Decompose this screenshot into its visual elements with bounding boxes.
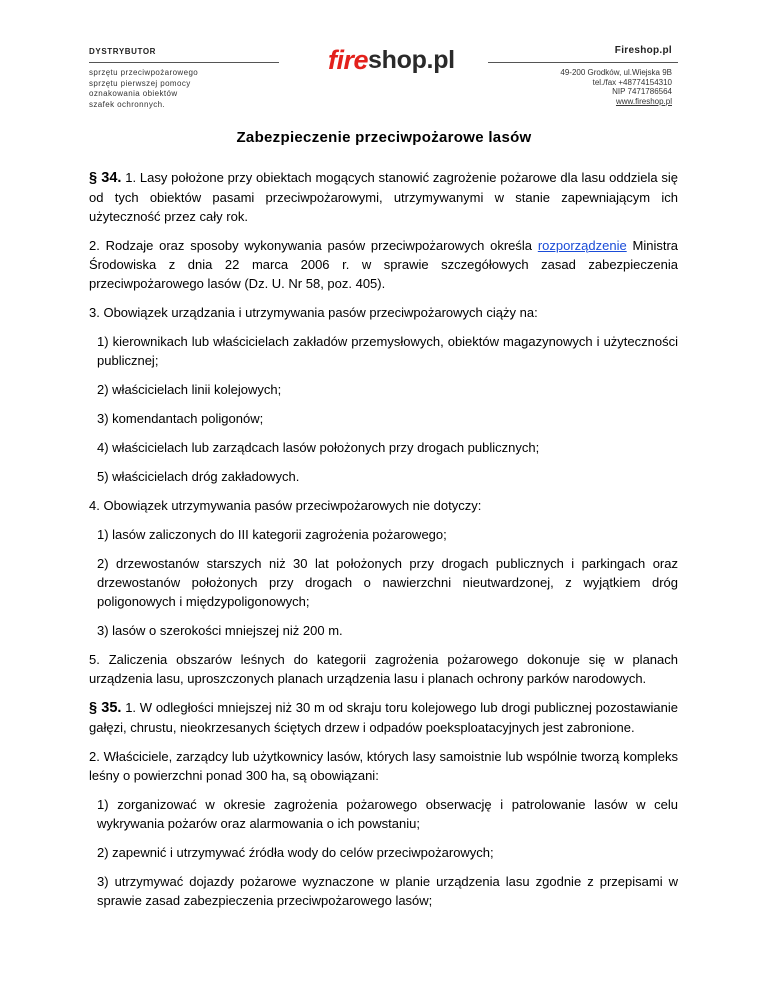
company-contact — [560, 68, 672, 106]
document-body — [89, 168, 678, 920]
company-website-link[interactable]: www.fireshop.pl — [615, 96, 672, 106]
regulation-link[interactable]: rozporządzenie — [537, 238, 627, 253]
distributor-list — [89, 68, 198, 110]
list-item: 3) utrzymywać dojazdy pożarowe wyznaczone w planie urządzenia lasu zgodnie z przepisami w sprawie zasad zabezpieczenia przeciwpożarowego lasów; — [97, 874, 678, 908]
fireshop-logo — [328, 42, 455, 78]
list-item: 4) właścicielach lub zarządcach lasów położonych przy drogach publicznych; — [97, 440, 540, 455]
paragraph-s34-1: § 34. 1. Lasy położone przy obiektach mogących stanowić zagrożenie pożarowe dla lasu oddziela się od tych obiektów pasami przeciwpożarowymi, utrzymywanymi w stanie zapewniającym ich użyteczność przez cały rok. — [89, 170, 679, 224]
header-divider-right — [488, 62, 678, 63]
section-label: § 34. — [89, 170, 122, 186]
paragraph-s35-2: 2. Właściciele, zarządcy lub użytkownicy lasów, których lasy samoistnie lub wspólnie tworzą kompleks leśny o powierzchni ponad 300 ha, są obowiązani: — [89, 749, 678, 783]
list-item: 3) komendantach poligonów; — [97, 411, 264, 426]
list-item: 1) kierownikach lub właścicielach zakładów przemysłowych, obiektów magazynowych i użyteczności publicznej; — [97, 334, 678, 368]
distributor-line: oznakowania obiektów — [89, 89, 178, 98]
logo-shop: shop.pl — [368, 45, 455, 74]
company-name: Fireshop.pl — [614, 45, 672, 56]
paragraph-s34-5: 5. Zaliczenia obszarów leśnych do kategorii zagrożenia pożarowego dokonuje się w planach urządzenia lasu, uproszczonych planach urządzenia lasu i planach ochrony parków narodowych. — [89, 652, 678, 686]
list-item: 5) właścicielach dróg zakładowych. — [97, 469, 300, 484]
document-title: Zabezpieczenie przeciwpożarowe lasów — [236, 129, 532, 146]
list-item: 2) drzewostanów starszych niż 30 lat położonych przy drogach publicznych i parkingach oraz drzewostanów położonych przy drogach o nawierzchni nieutwardzonej, z wyjątkiem dróg poligonowych i międzypoligonowych; — [97, 556, 678, 609]
list-item: 3) lasów o szerokości mniejszej niż 200 m. — [97, 623, 343, 638]
company-phone: tel./fax +48774154310 — [592, 77, 672, 87]
paragraph-s34-2: 2. Rodzaje oraz sposoby wykonywania pasów przeciwpożarowych określa rozporządzenie Ministra Środowiska z dnia 22 marca 2006 r. w sprawie szczegółowych zasad zabezpieczenia przeciwpożarowego lasów (Dz. U. Nr 58, poz. 405). — [89, 238, 679, 291]
paragraph-s35-1: § 35. 1. W odległości mniejszej niż 30 m od skraju toru kolejowego lub drogi publicznej pozostawianie gałęzi, chrustu, nieokrzesanych ściętych drzew i odpadów poeksploatacyjnych jest zabronione. — [89, 700, 678, 735]
list-item: 1) lasów zaliczonych do III kategorii zagrożenia pożarowego; — [97, 527, 447, 542]
header-divider-left — [89, 62, 279, 63]
list-item: 1) zorganizować w okresie zagrożenia pożarowego obserwację i patrolowanie lasów w celu wykrywania pożarów oraz alarmowania o ich powstaniu; — [97, 797, 678, 831]
company-nip: NIP 7471786564 — [612, 87, 672, 97]
section-label: § 35. — [89, 700, 122, 716]
list-item: 2) właścicielach linii kolejowych; — [97, 382, 282, 397]
paragraph-s34-3: 3. Obowiązek urządzania i utrzymywania pasów przeciwpożarowych ciąży na: — [89, 305, 538, 320]
paragraph-s34-4: 4. Obowiązek utrzymywania pasów przeciwpożarowych nie dotyczy: — [89, 498, 482, 513]
company-address: 49-200 Grodków, ul.Wiejska 9B — [560, 68, 672, 77]
distributor-line: szafek ochronnych. — [89, 99, 166, 109]
logo-fire: fire — [328, 44, 369, 75]
distributor-line: sprzętu przeciwpożarowego — [89, 68, 199, 77]
distributor-line: sprzętu pierwszej pomocy — [89, 78, 191, 88]
distributor-heading: DYSTRYBUTOR — [89, 47, 157, 56]
list-item: 2) zapewnić i utrzymywać źródła wody do celów przeciwpożarowych; — [97, 845, 494, 860]
